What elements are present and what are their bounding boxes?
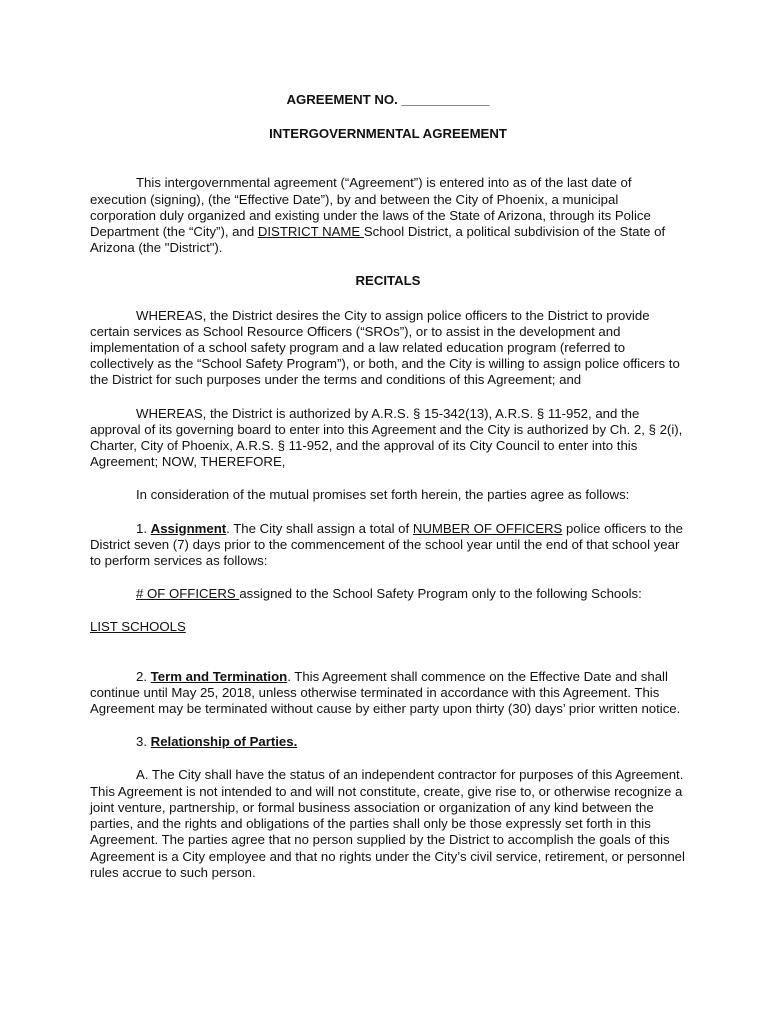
whereas-paragraph-1: WHEREAS, the District desires the City to assign police officers to the District to provide certain services as School Resource Officers (“SROs”), or to assist in the development and implementation of a school safety program and a law related education program (referred to collectively as the “School Safety Program”), or both, and the City is willing to assign police officers to the District for such purposes under the terms and conditions of this Agreement; and — [90, 307, 680, 388]
document-page — [90, 92, 686, 881]
officers-count-placeholder: # OF OFFICERS — [136, 586, 240, 602]
section-1-heading: Assignment — [150, 520, 227, 536]
officers-assigned-text: assigned to the School Safety Program only to the following Schools: — [239, 586, 642, 602]
district-name-placeholder: DISTRICT NAME — [257, 224, 364, 240]
agreement-title: AGREEMENT NO. ____________ — [286, 92, 490, 107]
section-3a-paragraph: A. The City shall have the status of an independent contractor for purposes of this Agreement. This Agreement is not intended to and will not constitute, create, give rise to, or otherwise recognize a joint venture, partnership, or formal business association or organization of any kind between the parties, and the rights and obligations of the parties shall only be those expressly set forth in this Agreement. The parties agree that no person supplied by the District to accomplish the goals of this Agreement is a City employee and that no rights under the City’s civil service, retirement, or personnel rules accrue to such person. — [90, 767, 685, 880]
section-2-heading: Term and Termination — [150, 668, 288, 684]
recitals-heading: RECITALS — [355, 273, 421, 289]
intro-paragraph — [90, 175, 686, 256]
section-1-text-1: . The City shall assign a total of — [226, 520, 413, 536]
whereas-paragraph-2: WHEREAS, the District is authorized by A.R.S. § 15-342(13), A.R.S. § 11-952, and the approval of its governing board to enter into this Agreement and the City is authorized by Ch. 2, § 2(i), Charter, City of Phoenix, A.R.S. § 11-952, and the approval of its City Council to enter into this Agreement; NOW, THEREFORE, — [90, 405, 683, 470]
officers-assigned-line — [90, 586, 686, 602]
section-3-heading: Relationship of Parties. — [150, 734, 298, 750]
section-3-number: 3. — [136, 734, 151, 750]
section-1-text-2: police officers to the District seven (7) days prior to the commencement of the school year until the end of that school year to perform services as follows: — [90, 520, 684, 569]
section-1-assignment — [90, 521, 686, 570]
section-1-number: 1. — [136, 520, 151, 536]
intro-text-1: This intergovernmental agreement (“Agreement”) is entered into as of the last date of execution (signing), (the “Effective Date”), by and between the City of Phoenix, a municipal corporation duly organized and existing under the laws of the State of Arizona, through its Police Department (the “City”), and — [90, 175, 651, 240]
consideration-paragraph: In consideration of the mutual promises set forth herein, the parties agree as follows: — [136, 487, 630, 503]
section-3-relationship — [90, 734, 686, 750]
section-2-number: 2. — [136, 668, 151, 684]
number-of-officers-placeholder: NUMBER OF OFFICERS — [412, 520, 563, 536]
list-schools-line — [90, 619, 686, 635]
section-2-text: . This Agreement shall commence on the Effective Date and shall continue until May 25, 2018, unless otherwise terminated in accordance with this Agreement. This Agreement may be terminated without cause by either party upon thirty (30) days’ prior written notice. — [90, 668, 681, 717]
agreement-subtitle: INTERGOVERNMENTAL AGREEMENT — [269, 126, 507, 142]
section-2-term — [90, 669, 686, 718]
list-schools-placeholder: LIST SCHOOLS — [90, 619, 186, 635]
intro-text-2: School District, a political subdivision of the State of Arizona (the "District"). — [90, 224, 666, 256]
